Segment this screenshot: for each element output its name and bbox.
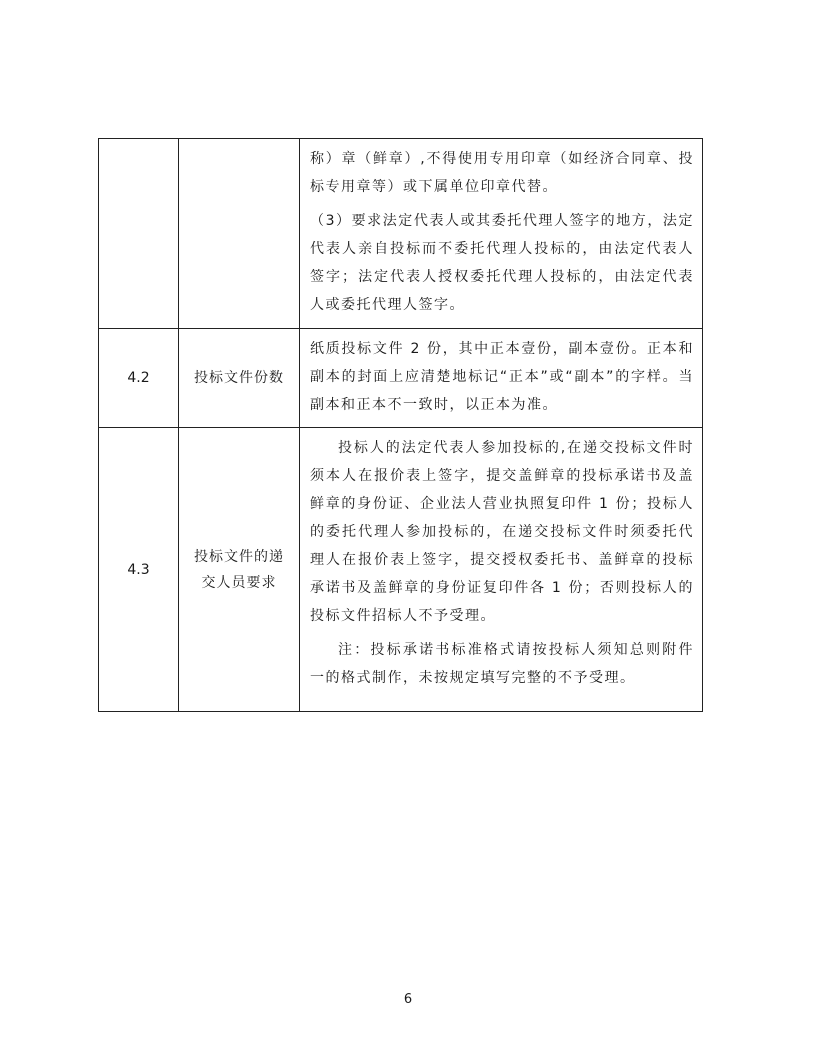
content-paragraph: 纸质投标文件 2 份，其中正本壹份，副本壹份。正本和副本的封面上应清楚地标记“正本”或“副本”的字样。当副本和正本不一致时，以正本为准。 [310,341,694,413]
row-item: 投标文件份数 [179,329,300,428]
row-number: 4.2 [99,329,179,428]
content-paragraph: 投标人的法定代表人参加投标的,在递交投标文件时须本人在报价表上签字，提交盖鲜章的投标承诺书及盖鲜章的身份证、企业法人营业执照复印件 1 份；投标人的委托代理人参加投标的，在递交投标文件时须委托代理人在报价表上签字，提交授权委托书、盖鲜章的投标承诺书及盖鲜章的身份证复印件各 1 份；否则投标人的投标文件招标人不予受理。 [310,440,694,624]
content-paragraph: 注：投标承诺书标准格式请按投标人须知总则附件一的格式制作，未按规定填写完整的不予受理。 [310,642,694,686]
page-number: 6 [403,992,413,1007]
table-row [99,139,703,329]
row-content [300,329,703,428]
row-number: 4.3 [99,428,179,712]
row-item [179,139,300,329]
requirements-table [98,138,703,712]
table-row [99,428,703,712]
content-paragraph: 称）章（鲜章）,不得使用专用印章（如经济合同章、投标专用章等）或下属单位印章代替。 [310,151,694,195]
table-row [99,329,703,428]
row-content [300,139,703,329]
row-item: 投标文件的递交人员要求 [179,428,300,712]
row-content [300,428,703,712]
row-number [99,139,179,329]
content-paragraph: （3）要求法定代表人或其委托代理人签字的地方，法定代表人亲自投标而不委托代理人投标的，由法定代表人签字；法定代表人授权委托代理人投标的，由法定代表人或委托代理人签字。 [310,213,694,313]
